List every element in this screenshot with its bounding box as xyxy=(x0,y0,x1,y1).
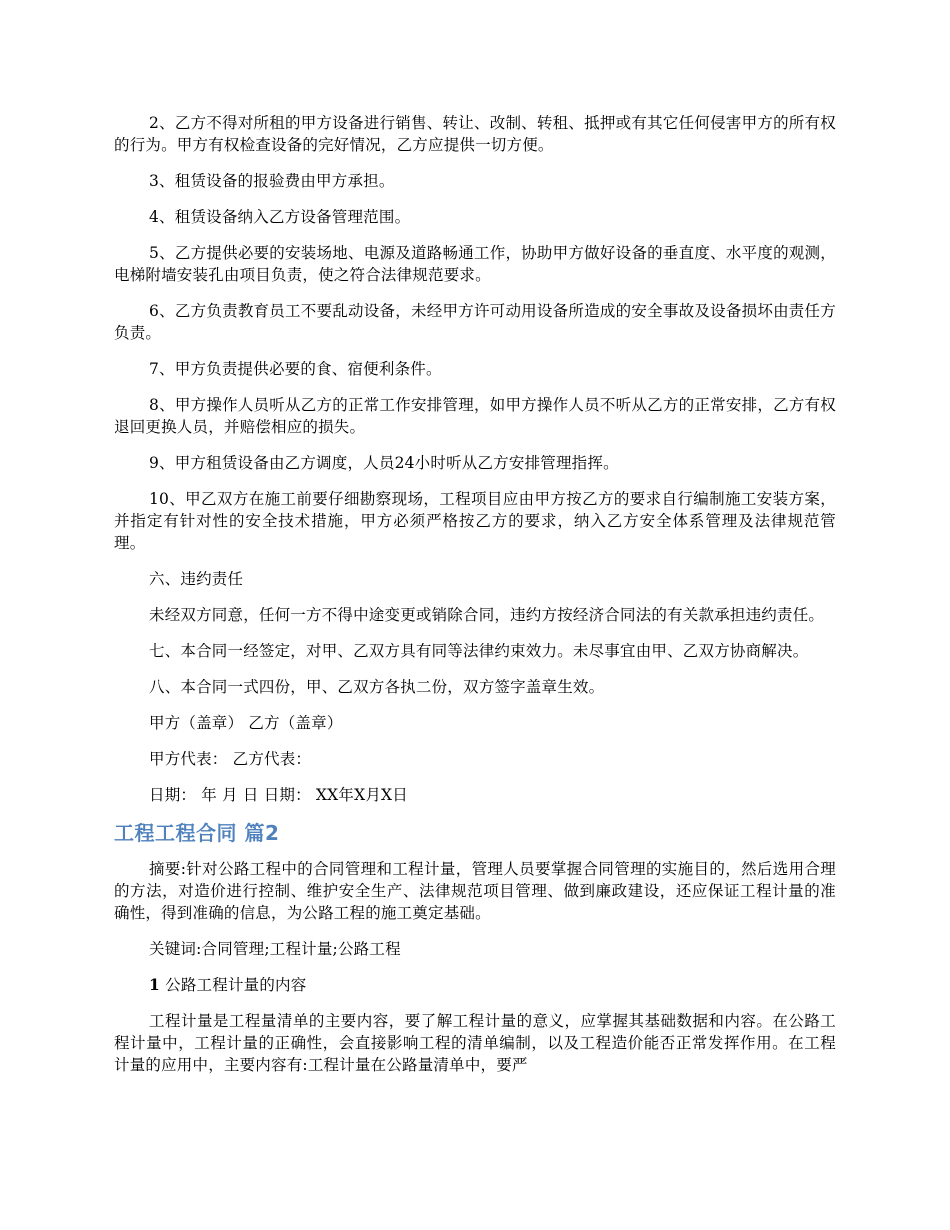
keywords-paragraph: 关键词:合同管理;工程计量;公路工程 xyxy=(149,940,401,958)
clause-10: 10、甲乙双方在施工前要仔细勘察现场，工程项目应由甲方按乙方的要求自行编制施工安装方案，并指定有针对性的安全技术措施，甲方必须严格按乙方的要求，纳入乙方安全体系管理及法律规范管理。 xyxy=(114,490,836,552)
clause-9: 9、甲方租赁设备由乙方调度，人员24小时听从乙方安排管理指挥。 xyxy=(149,454,619,472)
breach-clause: 未经双方同意，任何一方不得中途变更或销除合同，违约方按经济合同法的有关款承担违约责任。 xyxy=(149,606,825,624)
section-heading: 工程工程合同 篇2 xyxy=(114,821,280,845)
clause-4: 4、租赁设备纳入乙方设备管理范围。 xyxy=(149,208,411,226)
representative-line: 甲方代表： 乙方代表： xyxy=(149,750,312,768)
clause-7: 7、甲方负责提供必要的食、宿便利条件。 xyxy=(149,360,442,378)
subheading-text: 公路工程计量的内容 xyxy=(165,976,307,994)
subheading xyxy=(114,974,836,996)
clause-3: 3、租赁设备的报验费由甲方承担。 xyxy=(149,172,395,190)
section-breach-title: 六、违约责任 xyxy=(149,570,244,588)
clause-8: 8、甲方操作人员听从乙方的正常工作安排管理，如甲方操作人员不听从乙方的正常安排，乙方有权退回更换人员，并赔偿相应的损失。 xyxy=(114,396,836,436)
subheading-number: 1 xyxy=(149,975,160,994)
clause-5: 5、乙方提供必要的安装场地、电源及道路畅通工作，协助甲方做好设备的垂直度、水平度的观测，电梯附墙安装孔由项目负责，使之符合法律规范要求。 xyxy=(114,244,836,284)
clause-6: 6、乙方负责教育员工不要乱动设备，未经甲方许可动用设备所造成的安全事故及设备损坏由责任方负责。 xyxy=(114,302,836,342)
abstract-paragraph: 摘要:针对公路工程中的合同管理和工程计量，管理人员要掌握合同管理的实施目的，然后选用合理的方法，对造价进行控制、维护安全生产、法律规范项目管理、做到廉政建设，还应保证工程计量的准确性，得到准确的信息，为公路工程的施工奠定基础。 xyxy=(114,860,836,922)
clause-effect: 七、本合同一经签定，对甲、乙双方具有同等法律约束效力。未尽事宜由甲、乙双方协商解决。 xyxy=(149,642,809,660)
clause-2: 2、乙方不得对所租的甲方设备进行销售、转让、改制、转租、抵押或有其它任何侵害甲方的所有权的行为。甲方有权检查设备的完好情况，乙方应提供一切方便。 xyxy=(114,114,836,154)
body-paragraph: 工程计量是工程量清单的主要内容，要了解工程计量的意义，应掌握其基础数据和内容。在公路工程计量中，工程计量的正确性，会直接影响工程的清单编制，以及工程造价能否正常发挥作用。在工程计量的应用中，主要内容有:工程计量在公路量清单中，要严 xyxy=(114,1012,836,1074)
date-line: 日期： 年 月 日 日期： XX年X月X日 xyxy=(149,786,408,804)
seal-line: 甲方（盖章） 乙方（盖章） xyxy=(149,714,343,732)
clause-copies: 八、本合同一式四份，甲、乙双方各执二份，双方签字盖章生效。 xyxy=(149,678,605,696)
document-page xyxy=(114,112,836,1090)
